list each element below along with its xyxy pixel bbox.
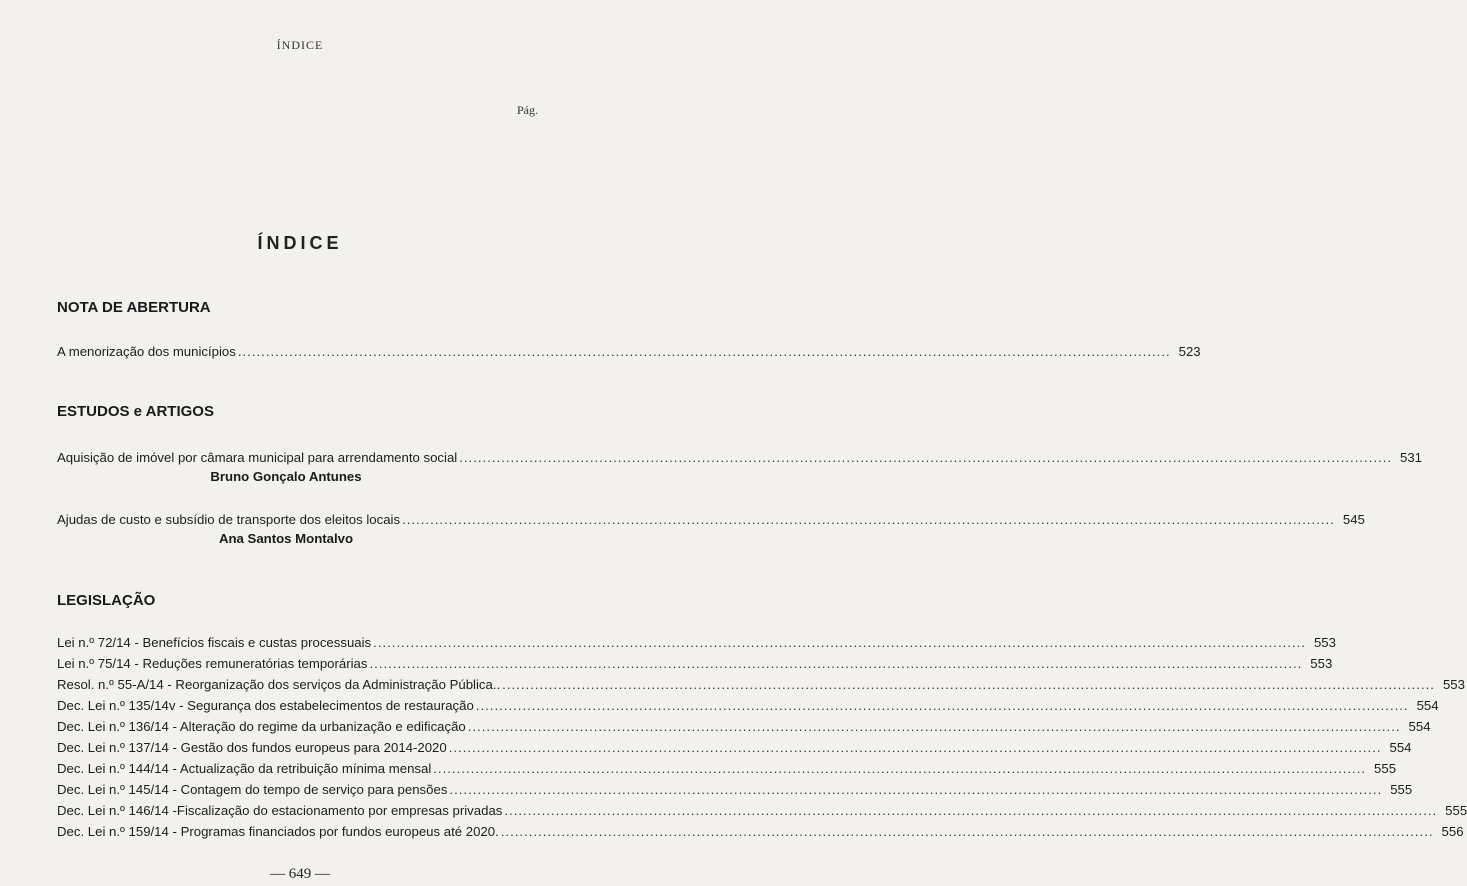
dot-leader: ........................................................................................................................................................................................................ xyxy=(448,740,1382,755)
toc-entry xyxy=(57,738,1412,757)
toc-entry xyxy=(57,801,1467,820)
toc-entry xyxy=(57,696,1439,715)
toc-entry-page: 555 xyxy=(1445,803,1467,818)
dot-leader: ........................................................................................................................................................................................................ xyxy=(402,512,1335,527)
toc-entry xyxy=(57,717,1431,736)
dot-leader: ........................................................................................................................................................................................................ xyxy=(373,635,1306,650)
page-number: — 649 — xyxy=(270,866,330,882)
toc-entry xyxy=(57,822,1464,841)
dot-leader: ........................................................................................................................................................................................................ xyxy=(475,698,1409,713)
dot-leader: ........................................................................................................................................................................................................ xyxy=(433,761,1367,776)
toc-entry-title: Aquisição de imóvel por câmara municipal para arrendamento social xyxy=(57,450,458,465)
toc-entry xyxy=(57,342,1201,361)
toc-entry-title: Lei n.º 75/14 - Reduções remuneratórias temporárias xyxy=(57,656,368,671)
dot-leader: ........................................................................................................................................................................................................ xyxy=(459,450,1393,465)
toc-entry xyxy=(57,759,1397,778)
author-name: Ana Santos Montalvo xyxy=(218,531,354,546)
toc-entry-page: 553 xyxy=(1313,635,1336,650)
toc-entry xyxy=(57,675,1465,694)
toc-entry-page: 553 xyxy=(1442,677,1465,692)
dot-leader: ........................................................................................................................................................................................................ xyxy=(504,803,1438,818)
toc-entry-page: 554 xyxy=(1416,698,1439,713)
toc-entry-page: 554 xyxy=(1389,740,1412,755)
toc-entry-title: Dec. Lei n.º 144/14 - Actualização da retribuição mínima mensal xyxy=(57,761,432,776)
toc-entry xyxy=(57,633,1336,652)
dot-leader: ........................................................................................................................................................................................................ xyxy=(467,719,1401,734)
section-heading-nota-de-abertura: NOTA DE ABERTURA xyxy=(57,299,211,316)
toc-entry-page: 554 xyxy=(1408,719,1431,734)
toc-entry-page: 523 xyxy=(1178,344,1201,359)
page-column-label: Pág. xyxy=(517,103,538,117)
toc-entry xyxy=(57,448,1423,467)
dot-leader: ........................................................................................................................................................................................................ xyxy=(502,677,1435,692)
section-heading-legislacao: LEGISLAÇÃO xyxy=(57,592,156,609)
toc-entry-page: 553 xyxy=(1310,656,1333,671)
dot-leader: ........................................................................................................................................................................................................ xyxy=(449,782,1383,797)
toc-entry-title: Ajudas de custo e subsídio de transporte dos eleitos locais xyxy=(57,512,401,527)
dot-leader: ........................................................................................................................................................................................................ xyxy=(500,824,1434,839)
toc-entry-title: Dec. Lei n.º 137/14 - Gestão dos fundos europeus para 2014-2020 xyxy=(57,740,447,755)
dot-leader: ........................................................................................................................................................................................................ xyxy=(369,656,1303,671)
toc-entry-title: A menorização dos municípios xyxy=(57,344,236,359)
page-title: ÍNDICE xyxy=(257,233,343,253)
toc-entry-page: 531 xyxy=(1400,450,1423,465)
toc-entry xyxy=(57,654,1333,673)
toc-entry-page: 555 xyxy=(1390,782,1413,797)
toc-entry-title: Resol. n.º 55-A/14 - Reorganização dos serviços da Administração Pública.. xyxy=(57,677,501,692)
toc-entry xyxy=(57,780,1413,799)
author-name: Bruno Gonçalo Antunes xyxy=(210,469,362,484)
toc-entry-title: Dec. Lei n.º 135/14v - Segurança dos estabelecimentos de restauração xyxy=(57,698,474,713)
toc-entry-page: 556 xyxy=(1441,824,1464,839)
toc-entry-title: Dec. Lei n.º 146/14 -Fiscalização do estacionamento por empresas privadas xyxy=(57,803,503,818)
toc-entry xyxy=(57,510,1365,529)
toc-entry-title: Dec. Lei n.º 159/14 - Programas financiados por fundos europeus até 2020. xyxy=(57,824,499,839)
section-heading-estudos-e-artigos: ESTUDOS e ARTIGOS xyxy=(57,403,214,420)
toc-entry-page: 555 xyxy=(1374,761,1397,776)
toc-entry-title: Dec. Lei n.º 145/14 - Contagem do tempo de serviço para pensões xyxy=(57,782,448,797)
running-header: ÍNDICE xyxy=(276,38,324,52)
toc-entry-page: 545 xyxy=(1342,512,1365,527)
dot-leader: ........................................................................................................................................................................................................ xyxy=(237,344,1171,359)
toc-entry-title: Lei n.º 72/14 - Benefícios fiscais e custas processuais xyxy=(57,635,372,650)
toc-entry-title: Dec. Lei n.º 136/14 - Alteração do regime da urbanização e edificação xyxy=(57,719,466,734)
